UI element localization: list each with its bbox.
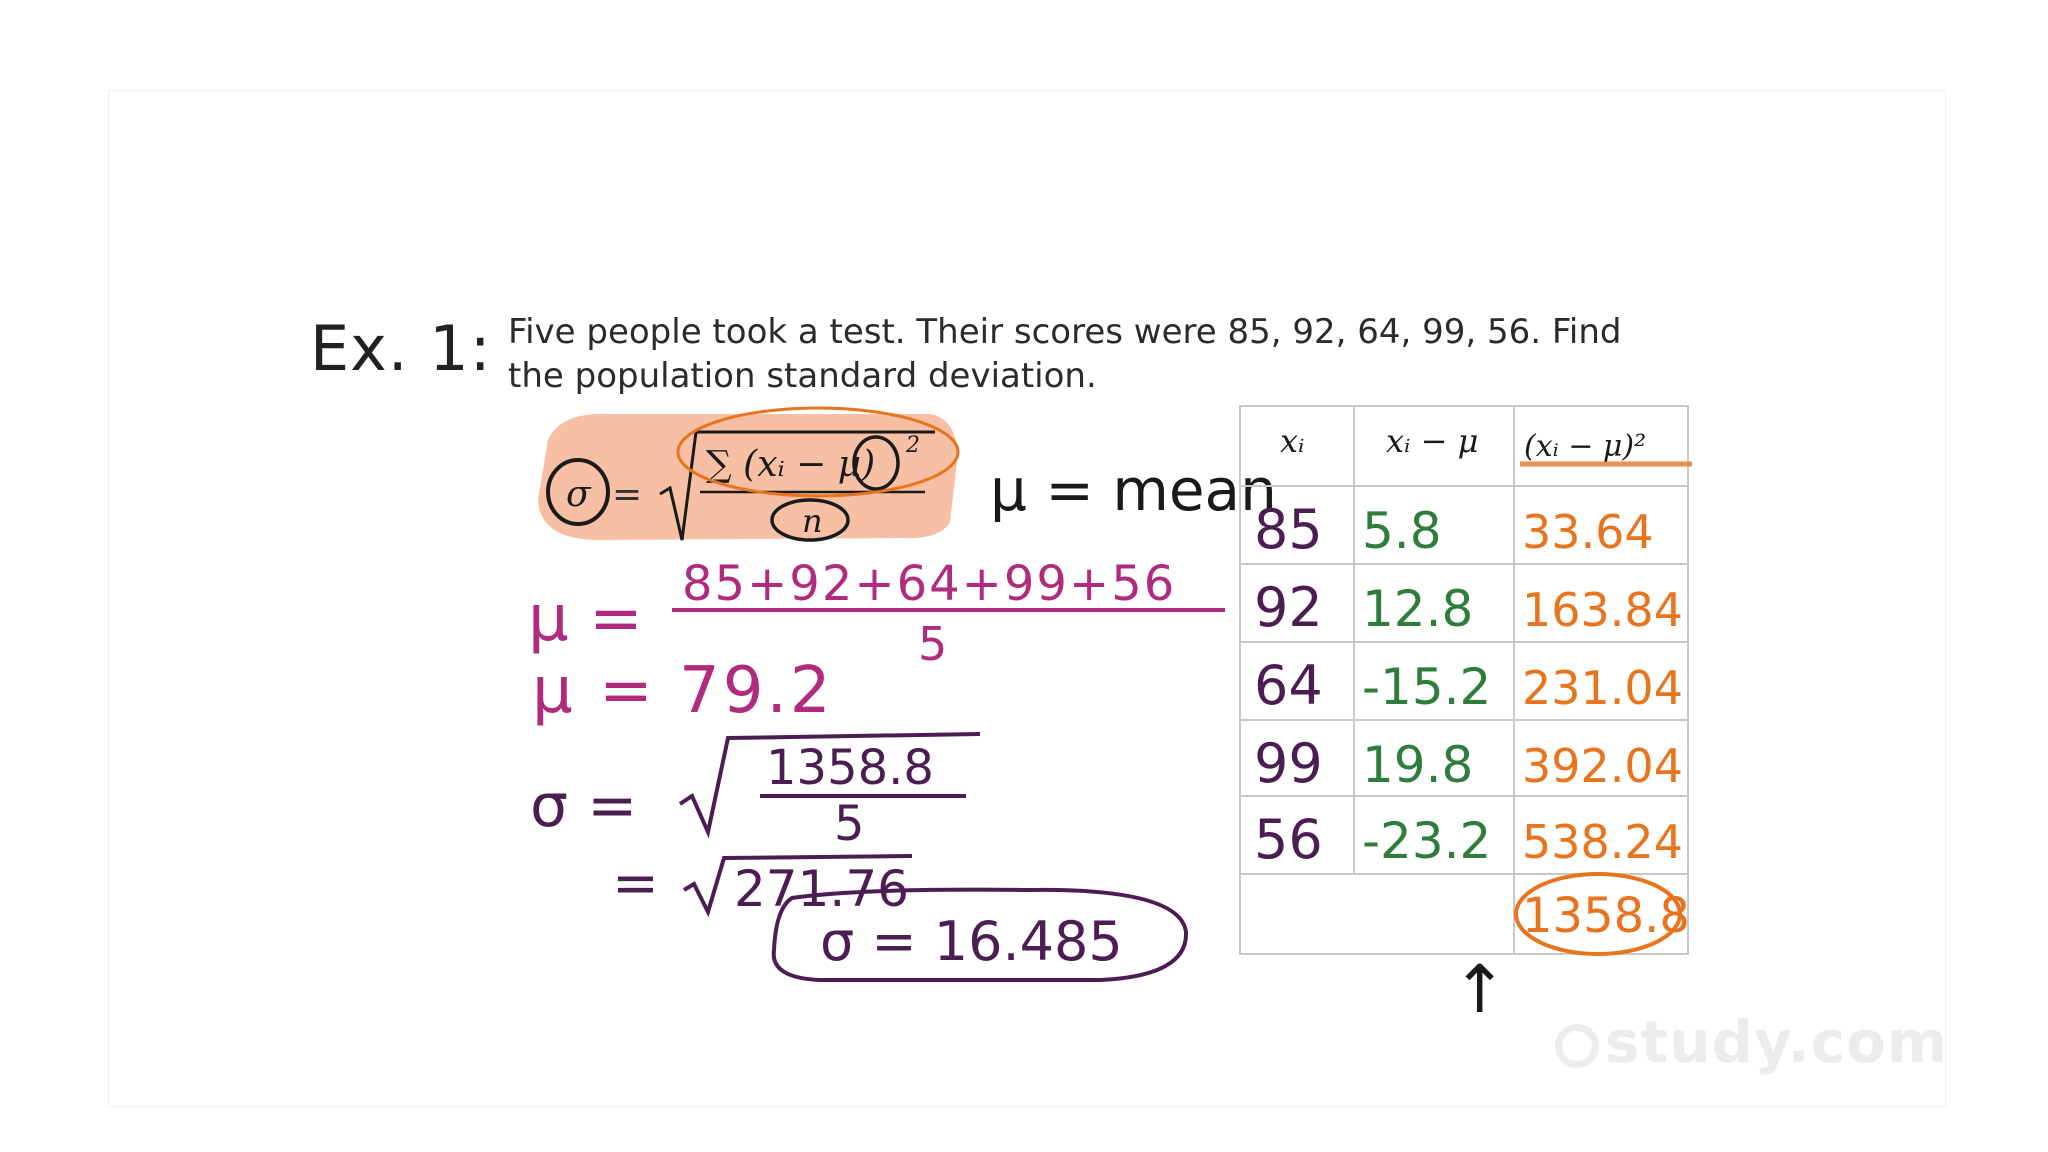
- problem-statement: Five people took a test. Their scores were 85, 92, 64, 99, 56. Find the population standard deviation.: [508, 312, 1622, 396]
- formula-sigma: σ: [566, 474, 591, 515]
- table-cell-squared: 163.84: [1522, 583, 1683, 637]
- table-cell-deviation: 19.8: [1362, 736, 1474, 794]
- table-cell-score: 99: [1254, 732, 1323, 795]
- formula-denominator: n: [802, 502, 823, 540]
- sigma-numerator: 1358.8: [766, 740, 934, 796]
- watermark-text: study.com: [1605, 1008, 1949, 1076]
- table-cell-deviation: -15.2: [1362, 658, 1492, 716]
- sigma-result: σ = 16.485: [820, 910, 1123, 973]
- sigma-lhs: σ =: [530, 771, 638, 841]
- table-cell-deviation: -23.2: [1362, 812, 1492, 870]
- table-sum: 1358.8: [1522, 888, 1690, 944]
- mu-definition: μ = mean: [990, 456, 1277, 524]
- table-cell-squared: 231.04: [1522, 661, 1683, 715]
- table-cell-deviation: 12.8: [1362, 580, 1474, 638]
- example-label: Ex. 1:: [310, 312, 492, 385]
- table-cell-score: 64: [1254, 654, 1323, 717]
- formula-exponent: 2: [906, 433, 920, 458]
- table-cell-squared: 33.64: [1522, 505, 1654, 559]
- table-cell-squared: 392.04: [1522, 739, 1683, 793]
- sigma-radicand: 271.76: [734, 860, 909, 918]
- table-cell-score: 56: [1254, 808, 1323, 871]
- table-header-deviation: xᵢ − μ: [1386, 422, 1479, 460]
- studycom-logo-icon: [1555, 1024, 1599, 1068]
- mean-lhs: μ =: [528, 582, 643, 656]
- table-cell-squared: 538.24: [1522, 815, 1683, 869]
- table-cell-deviation: 5.8: [1362, 502, 1442, 560]
- mean-denominator: 5: [918, 617, 948, 671]
- mean-numerator: 85+92+64+99+56: [682, 556, 1177, 612]
- formula-equals: =: [612, 474, 643, 515]
- arrow-up-icon: ↑: [1452, 951, 1508, 1028]
- sigma-denominator: 5: [834, 796, 865, 852]
- table-cell-score: 85: [1254, 498, 1323, 561]
- mean-result: μ = 79.2: [532, 654, 834, 728]
- formula-numerator: ∑ (xᵢ − μ): [706, 444, 876, 485]
- sigma-line2-prefix: =: [612, 851, 659, 916]
- table-header-squared: (xᵢ − μ)²: [1524, 429, 1647, 464]
- watermark: [1555, 1008, 1948, 1076]
- table-header-xi: xᵢ: [1280, 422, 1305, 460]
- table-cell-score: 92: [1254, 576, 1323, 639]
